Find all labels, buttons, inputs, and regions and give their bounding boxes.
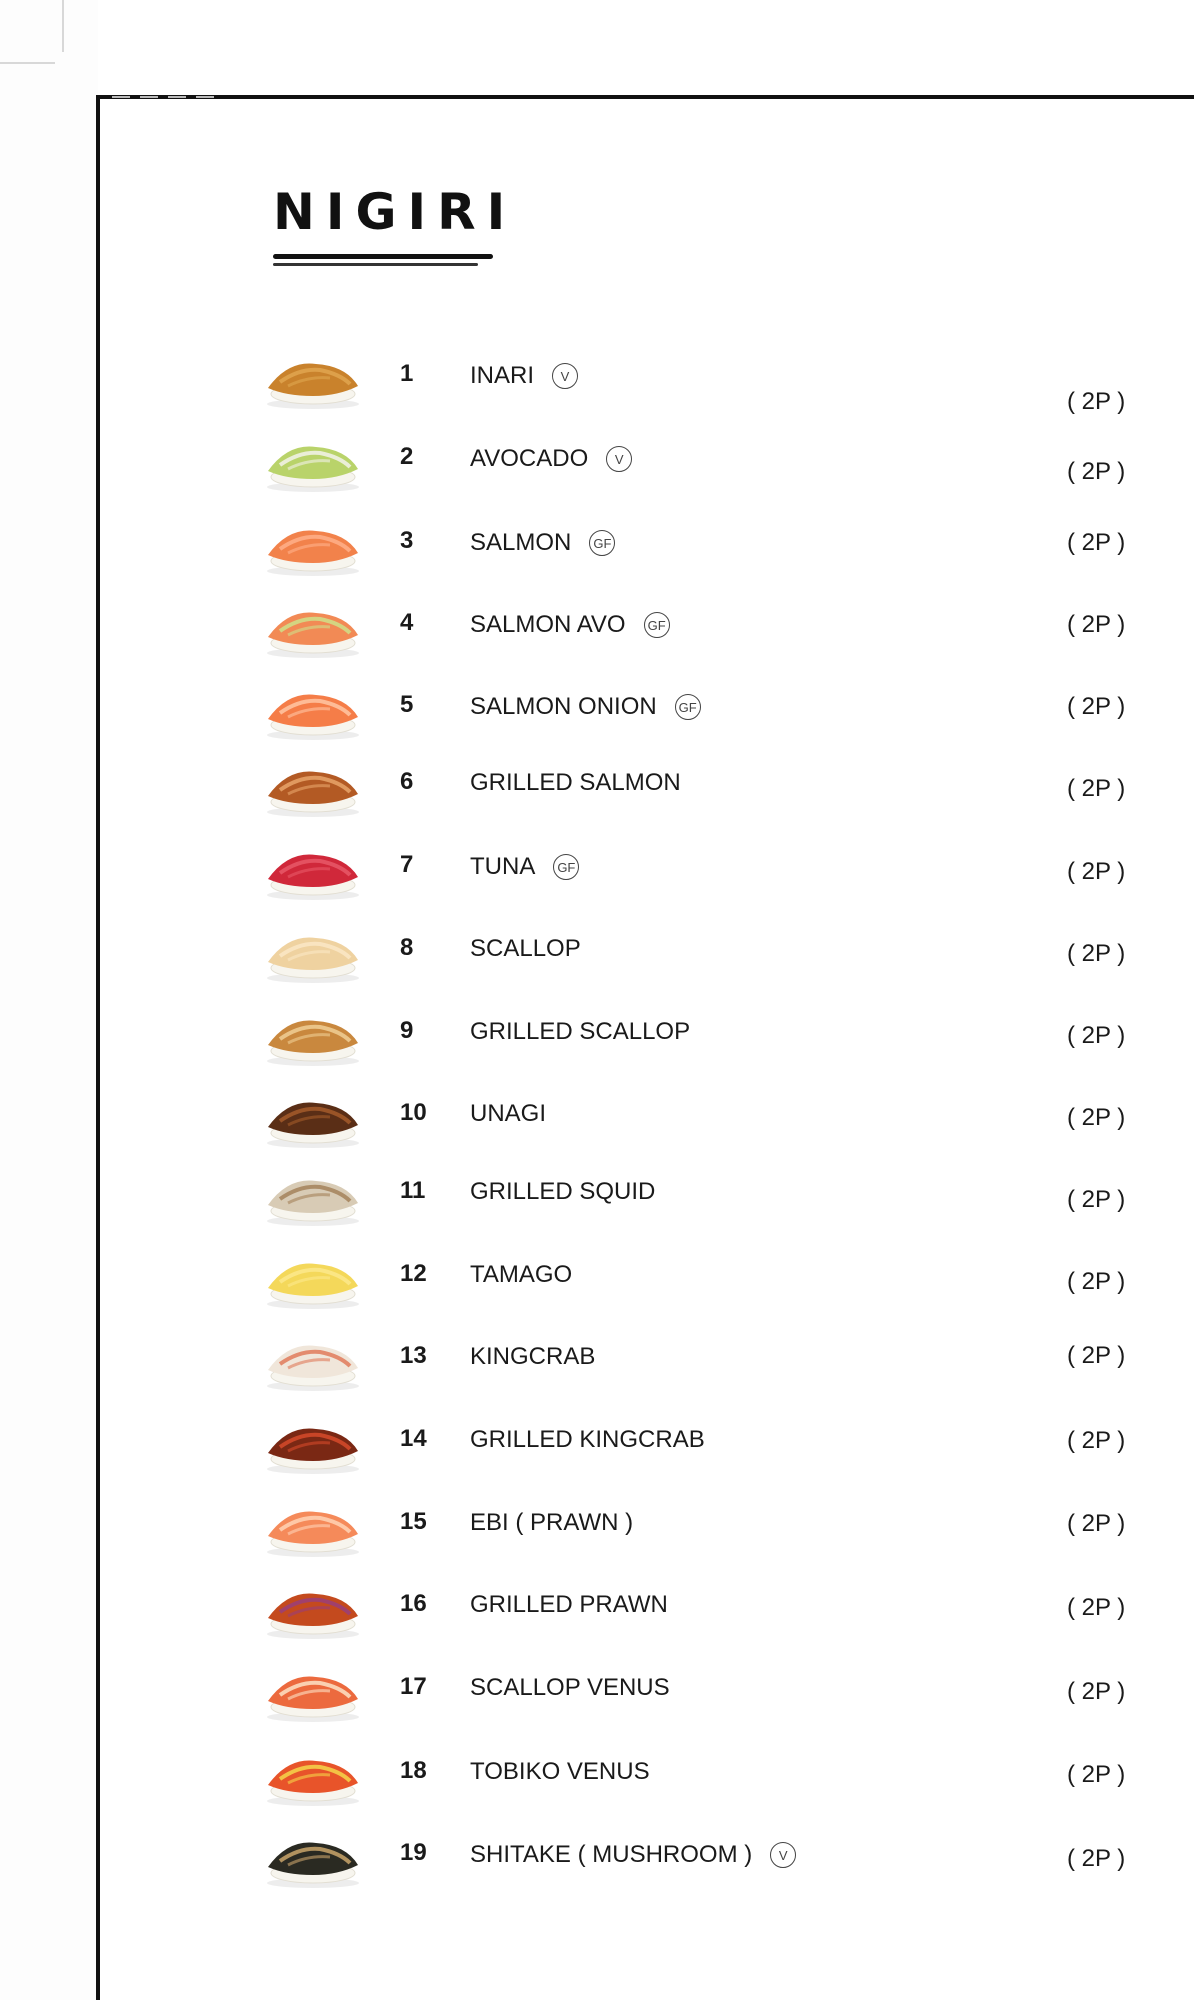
tobiko-venus-icon bbox=[258, 1749, 368, 1809]
item-portion: ( 2P ) bbox=[1067, 1268, 1126, 1295]
kingcrab-nigiri-icon bbox=[258, 1334, 368, 1394]
item-portion: ( 2P ) bbox=[1067, 1104, 1126, 1131]
item-name bbox=[470, 530, 615, 556]
item-name bbox=[470, 1676, 670, 1700]
tuna-nigiri-icon bbox=[258, 843, 368, 903]
unagi-nigiri-icon bbox=[258, 1091, 368, 1151]
item-name bbox=[470, 937, 581, 961]
item-name-label: TOBIKO VENUS bbox=[470, 1758, 650, 1785]
diet-badge: GF bbox=[644, 612, 670, 638]
item-number: 6 bbox=[400, 768, 414, 795]
salmon-nigiri-icon bbox=[258, 519, 368, 579]
item-portion: ( 2P ) bbox=[1067, 1845, 1126, 1872]
item-name bbox=[470, 1180, 655, 1204]
item-name bbox=[470, 1263, 572, 1287]
item-name bbox=[470, 854, 579, 880]
menu-item bbox=[0, 1590, 1194, 1676]
item-number: 7 bbox=[400, 851, 414, 878]
menu-item bbox=[0, 1260, 1194, 1346]
grilled-salmon-icon bbox=[258, 760, 368, 820]
item-portion: ( 2P ) bbox=[1067, 388, 1126, 415]
item-name bbox=[470, 1760, 650, 1784]
item-name-label: SALMON ONION bbox=[470, 693, 657, 720]
item-number: 14 bbox=[400, 1425, 427, 1452]
title-underline bbox=[273, 254, 493, 259]
item-name bbox=[470, 1020, 690, 1044]
item-number: 19 bbox=[400, 1839, 427, 1866]
item-name bbox=[470, 1511, 633, 1535]
item-portion: ( 2P ) bbox=[1067, 1022, 1126, 1049]
item-portion: ( 2P ) bbox=[1067, 775, 1126, 802]
item-name-label: GRILLED SALMON bbox=[470, 769, 681, 796]
item-portion: ( 2P ) bbox=[1067, 529, 1126, 556]
item-number: 16 bbox=[400, 1590, 427, 1617]
menu-item bbox=[0, 1757, 1194, 1843]
item-name bbox=[470, 1593, 668, 1617]
item-name-label: GRILLED SCALLOP bbox=[470, 1018, 691, 1045]
item-portion: ( 2P ) bbox=[1067, 858, 1126, 885]
item-name-label: SCALLOP bbox=[470, 935, 581, 962]
item-portion: ( 2P ) bbox=[1067, 1427, 1126, 1454]
item-name bbox=[470, 1102, 546, 1126]
item-name bbox=[470, 446, 632, 472]
item-name bbox=[470, 1428, 705, 1452]
item-portion: ( 2P ) bbox=[1067, 1594, 1126, 1621]
ebi-nigiri-icon bbox=[258, 1500, 368, 1560]
item-number: 18 bbox=[400, 1757, 427, 1784]
page-frame-top bbox=[98, 95, 1194, 99]
item-name-label: KINGCRAB bbox=[470, 1343, 596, 1370]
diet-badge: V bbox=[606, 446, 632, 472]
item-name-label: SHITAKE ( MUSHROOM ) bbox=[470, 1841, 753, 1868]
avocado-nigiri-icon bbox=[258, 435, 368, 495]
grilled-squid-icon bbox=[258, 1169, 368, 1229]
item-portion: ( 2P ) bbox=[1067, 1342, 1126, 1369]
shitake-gunkan-icon bbox=[258, 1831, 368, 1891]
diet-badge: V bbox=[770, 1842, 796, 1868]
item-number: 4 bbox=[400, 609, 414, 636]
item-name-label: SALMON AVO bbox=[470, 611, 626, 638]
salmon-onion-icon bbox=[258, 683, 368, 743]
item-number: 10 bbox=[400, 1099, 427, 1126]
scallop-venus-icon bbox=[258, 1665, 368, 1725]
item-name bbox=[470, 612, 670, 638]
item-name-label: GRILLED SQUID bbox=[470, 1178, 656, 1205]
item-number: 11 bbox=[400, 1177, 426, 1204]
diet-badge: GF bbox=[553, 854, 579, 880]
menu-title: NIGIRI bbox=[273, 183, 517, 241]
item-number: 3 bbox=[400, 527, 414, 554]
item-number: 13 bbox=[400, 1342, 427, 1369]
menu-item bbox=[0, 1342, 1194, 1428]
item-number: 15 bbox=[400, 1508, 427, 1535]
title-underline bbox=[273, 263, 478, 266]
item-name-label: EBI ( PRAWN ) bbox=[470, 1509, 634, 1536]
diet-badge: GF bbox=[589, 530, 615, 556]
salmon-avo-icon bbox=[258, 601, 368, 661]
menu-item bbox=[0, 691, 1194, 777]
item-portion: ( 2P ) bbox=[1067, 1678, 1126, 1705]
item-name-label: GRILLED KINGCRAB bbox=[470, 1426, 705, 1453]
item-name-label: SALMON bbox=[470, 529, 572, 556]
inari-icon bbox=[258, 352, 368, 412]
diet-badge: V bbox=[552, 363, 578, 389]
item-number: 1 bbox=[400, 360, 414, 387]
menu-item bbox=[0, 1177, 1194, 1263]
item-name bbox=[470, 363, 578, 389]
item-number: 5 bbox=[400, 691, 414, 718]
item-portion: ( 2P ) bbox=[1067, 1761, 1126, 1788]
menu-item bbox=[0, 1839, 1194, 1925]
corner-mark bbox=[62, 0, 64, 52]
item-portion: ( 2P ) bbox=[1067, 1186, 1126, 1213]
item-number: 12 bbox=[400, 1260, 427, 1287]
corner-mark bbox=[0, 62, 55, 64]
item-name-label: INARI bbox=[470, 362, 535, 389]
item-portion: ( 2P ) bbox=[1067, 458, 1126, 485]
item-number: 2 bbox=[400, 443, 414, 470]
menu-item bbox=[0, 527, 1194, 613]
item-portion: ( 2P ) bbox=[1067, 693, 1126, 720]
item-name bbox=[470, 1842, 796, 1868]
menu-item bbox=[0, 934, 1194, 1020]
menu-item bbox=[0, 609, 1194, 695]
grilled-prawn-icon bbox=[258, 1582, 368, 1642]
grilled-kingcrab-icon bbox=[258, 1417, 368, 1477]
scallop-nigiri-icon bbox=[258, 926, 368, 986]
menu-item bbox=[0, 1099, 1194, 1185]
item-name-label: AVOCADO bbox=[470, 445, 589, 472]
item-number: 8 bbox=[400, 934, 414, 961]
item-number: 17 bbox=[400, 1673, 427, 1700]
page-frame-accent bbox=[112, 96, 222, 98]
menu-item bbox=[0, 1017, 1194, 1103]
menu-item bbox=[0, 1508, 1194, 1594]
menu-item bbox=[0, 851, 1194, 937]
menu-item bbox=[0, 768, 1194, 854]
menu-item bbox=[0, 1425, 1194, 1511]
tamago-nigiri-icon bbox=[258, 1252, 368, 1312]
grilled-scallop-icon bbox=[258, 1009, 368, 1069]
item-number: 9 bbox=[400, 1017, 414, 1044]
item-name bbox=[470, 1345, 595, 1369]
menu-item bbox=[0, 360, 1194, 446]
item-name-label: TUNA bbox=[470, 853, 536, 880]
item-name-label: SCALLOP VENUS bbox=[470, 1674, 670, 1701]
item-portion: ( 2P ) bbox=[1067, 940, 1126, 967]
item-portion: ( 2P ) bbox=[1067, 1510, 1126, 1537]
item-name bbox=[470, 771, 681, 795]
item-name-label: GRILLED PRAWN bbox=[470, 1591, 668, 1618]
item-name-label: TAMAGO bbox=[470, 1261, 573, 1288]
item-name-label: UNAGI bbox=[470, 1100, 547, 1127]
item-name bbox=[470, 694, 701, 720]
item-portion: ( 2P ) bbox=[1067, 611, 1126, 638]
menu-item bbox=[0, 1673, 1194, 1759]
menu-item bbox=[0, 443, 1194, 529]
diet-badge: GF bbox=[675, 694, 701, 720]
